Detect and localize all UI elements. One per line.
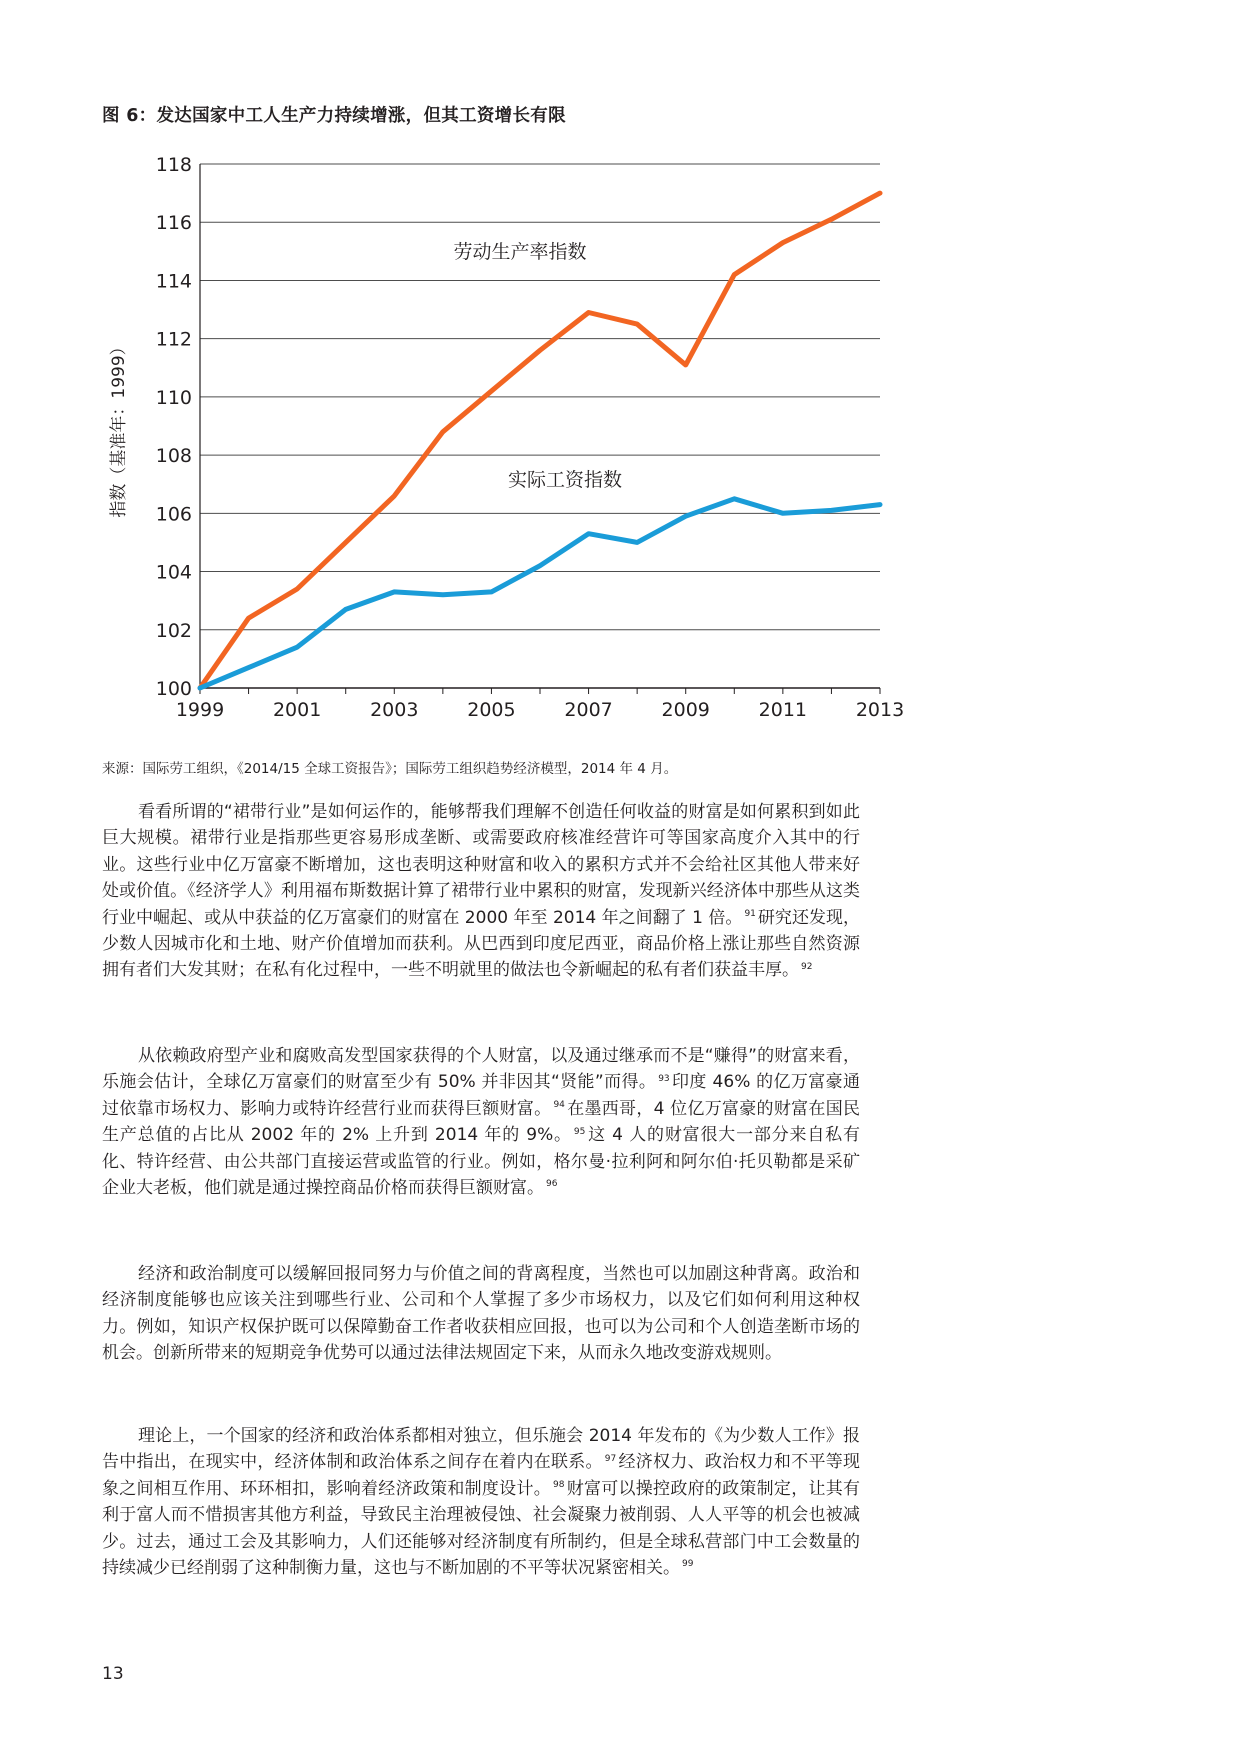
paragraph-text: 看看所谓的“裙带行业”是如何运作的，能够帮我们理解不创造任何收益的财富是如何累积到如此巨大规模。裙带行业是指那些更容易形成垄断、或需要政府核准经营许可等国家高度介入其中的行业。这些行业中亿万富豪不断增加，这也表明这种财富和收入的累积方式并不会给社区其他人带来好处或价值。《经济学人》利用福布斯数据计算了裙带行业中累积的财富，发现新兴经济体中那些从这类行业中崛起、或从中获益的亿万富豪们的财富在 2000 年至 2014 年之间翻了 1 倍。: [102, 802, 860, 928]
x-tick-label: 2011: [758, 699, 808, 721]
footnote-ref: 96: [546, 1179, 558, 1190]
y-tick-labels: [156, 154, 192, 700]
series-line-1: [200, 193, 880, 688]
y-tick-label: 100: [155, 678, 192, 700]
paragraph-3: [102, 1261, 860, 1367]
paragraph-1: [102, 799, 860, 984]
y-tick-label: 118: [155, 154, 192, 176]
paragraph-text: 这 4 人的财富很大一部分来自私有化、特许经营、由公共部门直接运营或监管的行业。例如，格尔曼·拉利阿和阿尔伯·托贝勒都是采矿企业大老板，他们就是通过操控商品价格而获得巨额财富。: [102, 1125, 861, 1199]
x-tick-label: 2001: [272, 699, 322, 721]
chart-series: [200, 193, 880, 688]
y-tick-label: 112: [155, 328, 192, 351]
series-line-2: [200, 499, 880, 688]
y-axis-label: 指数（基准年：1999）: [109, 338, 129, 518]
x-tick-label: 2013: [855, 699, 905, 721]
paragraph-text: 研究还发现，少数人因城市化和土地、财产价值增加而获利。从巴西到印度尼西亚，商品价格上涨让那些自然资源拥有者们大发其财；在私有化过程中，一些不明就里的做法也令新崛起的私有者们获益丰厚。: [102, 907, 861, 981]
footnote-ref: 91: [744, 908, 756, 919]
y-tick-label: 114: [155, 270, 192, 293]
series-label: 实际工资指数: [507, 469, 623, 491]
footnote-ref: 95: [573, 1126, 586, 1137]
footnote-ref: 94: [553, 1100, 565, 1111]
paragraph-4: [102, 1423, 860, 1581]
footnote-ref: 98: [552, 1480, 565, 1491]
figure-title: 图 6：发达国家中工人生产力持续增涨，但其工资增长有限: [102, 106, 566, 126]
x-tick-label: 2009: [661, 699, 710, 721]
x-tick-label: 2007: [564, 699, 613, 721]
y-tick-label: 106: [155, 503, 192, 526]
y-tick-label: 104: [155, 561, 192, 584]
paragraph-text: 经济和政治制度可以缓解回报同努力与价值之间的背离程度，当然也可以加剧这种背离。政治和经济制度能够也应该关注到哪些行业、公司和个人掌握了多少市场权力，以及它们如何利用这种权力。例如，知识产权保护既可以保障勤奋工作者收获相应回报，也可以为公司和个人创造垄断市场的机会。创新所带来的短期竞争优势可以通过法律法规固定下来，从而永久地改变游戏规则。: [102, 1264, 860, 1364]
y-tick-label: 116: [155, 212, 192, 235]
y-tick-label: 102: [155, 619, 192, 642]
footnote-ref: 93: [658, 1073, 670, 1084]
paragraph-text: 财富可以操控政府的政策制定，让其有利于富人而不惜损害其他方利益，导致民主治理被侵蚀、社会凝聚力被削弱、人人平等的机会也被减少。过去，通过工会及其影响力，人们还能够对经济制度有所制约，但是全球私营部门中工会数量的持续减少已经削弱了这种制衡力量，这也与不断加剧的不平等状况紧密相关。: [102, 1478, 861, 1579]
paragraph-text: 经济权力、政治权力和不平等现象之间相互作用、环环相扣，影响着经济政策和制度设计。: [102, 1452, 861, 1499]
paragraph-text: 在墨西哥，4 位亿万富豪的财富在国民生产总值的占比从 2002 年的 2% 上升到 2014 年的 9%。: [102, 1098, 860, 1146]
footnote-ref: 92: [801, 961, 813, 972]
page-number: 13: [102, 1664, 124, 1684]
footnote-ref: 99: [682, 1559, 694, 1570]
series-label: 劳动生产率指数: [453, 241, 587, 263]
paragraph-text: 从依赖政府型产业和腐败高发型国家获得的个人财富，以及通过继承而不是“赚得”的财富来看，乐施会估计，全球亿万富豪们的财富至少有 50% 并非因其“贤能”而得。: [102, 1046, 860, 1093]
x-tick-labels: [176, 699, 904, 721]
y-tick-label: 110: [155, 386, 192, 409]
paragraph-text: 理论上，一个国家的经济和政治体系都相对独立，但乐施会 2014 年发布的《为少数人工作》报告中指出，在现实中，经济体制和政治体系之间存在着内在联系。: [102, 1426, 860, 1473]
chart-gridlines: [200, 164, 880, 630]
line-chart: [0, 0, 1240, 760]
y-tick-label: 108: [155, 445, 192, 468]
x-tick-label: 2005: [467, 699, 516, 721]
x-tick-label: 1999: [175, 699, 225, 721]
paragraph-text: 印度 46% 的亿万富豪通过依靠市场权力、影响力或特许经营行业而获得巨额财富。: [102, 1072, 860, 1119]
footnote-ref: 97: [604, 1453, 617, 1464]
figure-source: 来源：国际劳工组织，《2014/15 全球工资报告》；国际劳工组织趋势经济模型，2014 年 4 月。: [102, 761, 678, 777]
x-tick-label: 2003: [370, 699, 419, 721]
paragraph-2: [102, 1043, 860, 1201]
